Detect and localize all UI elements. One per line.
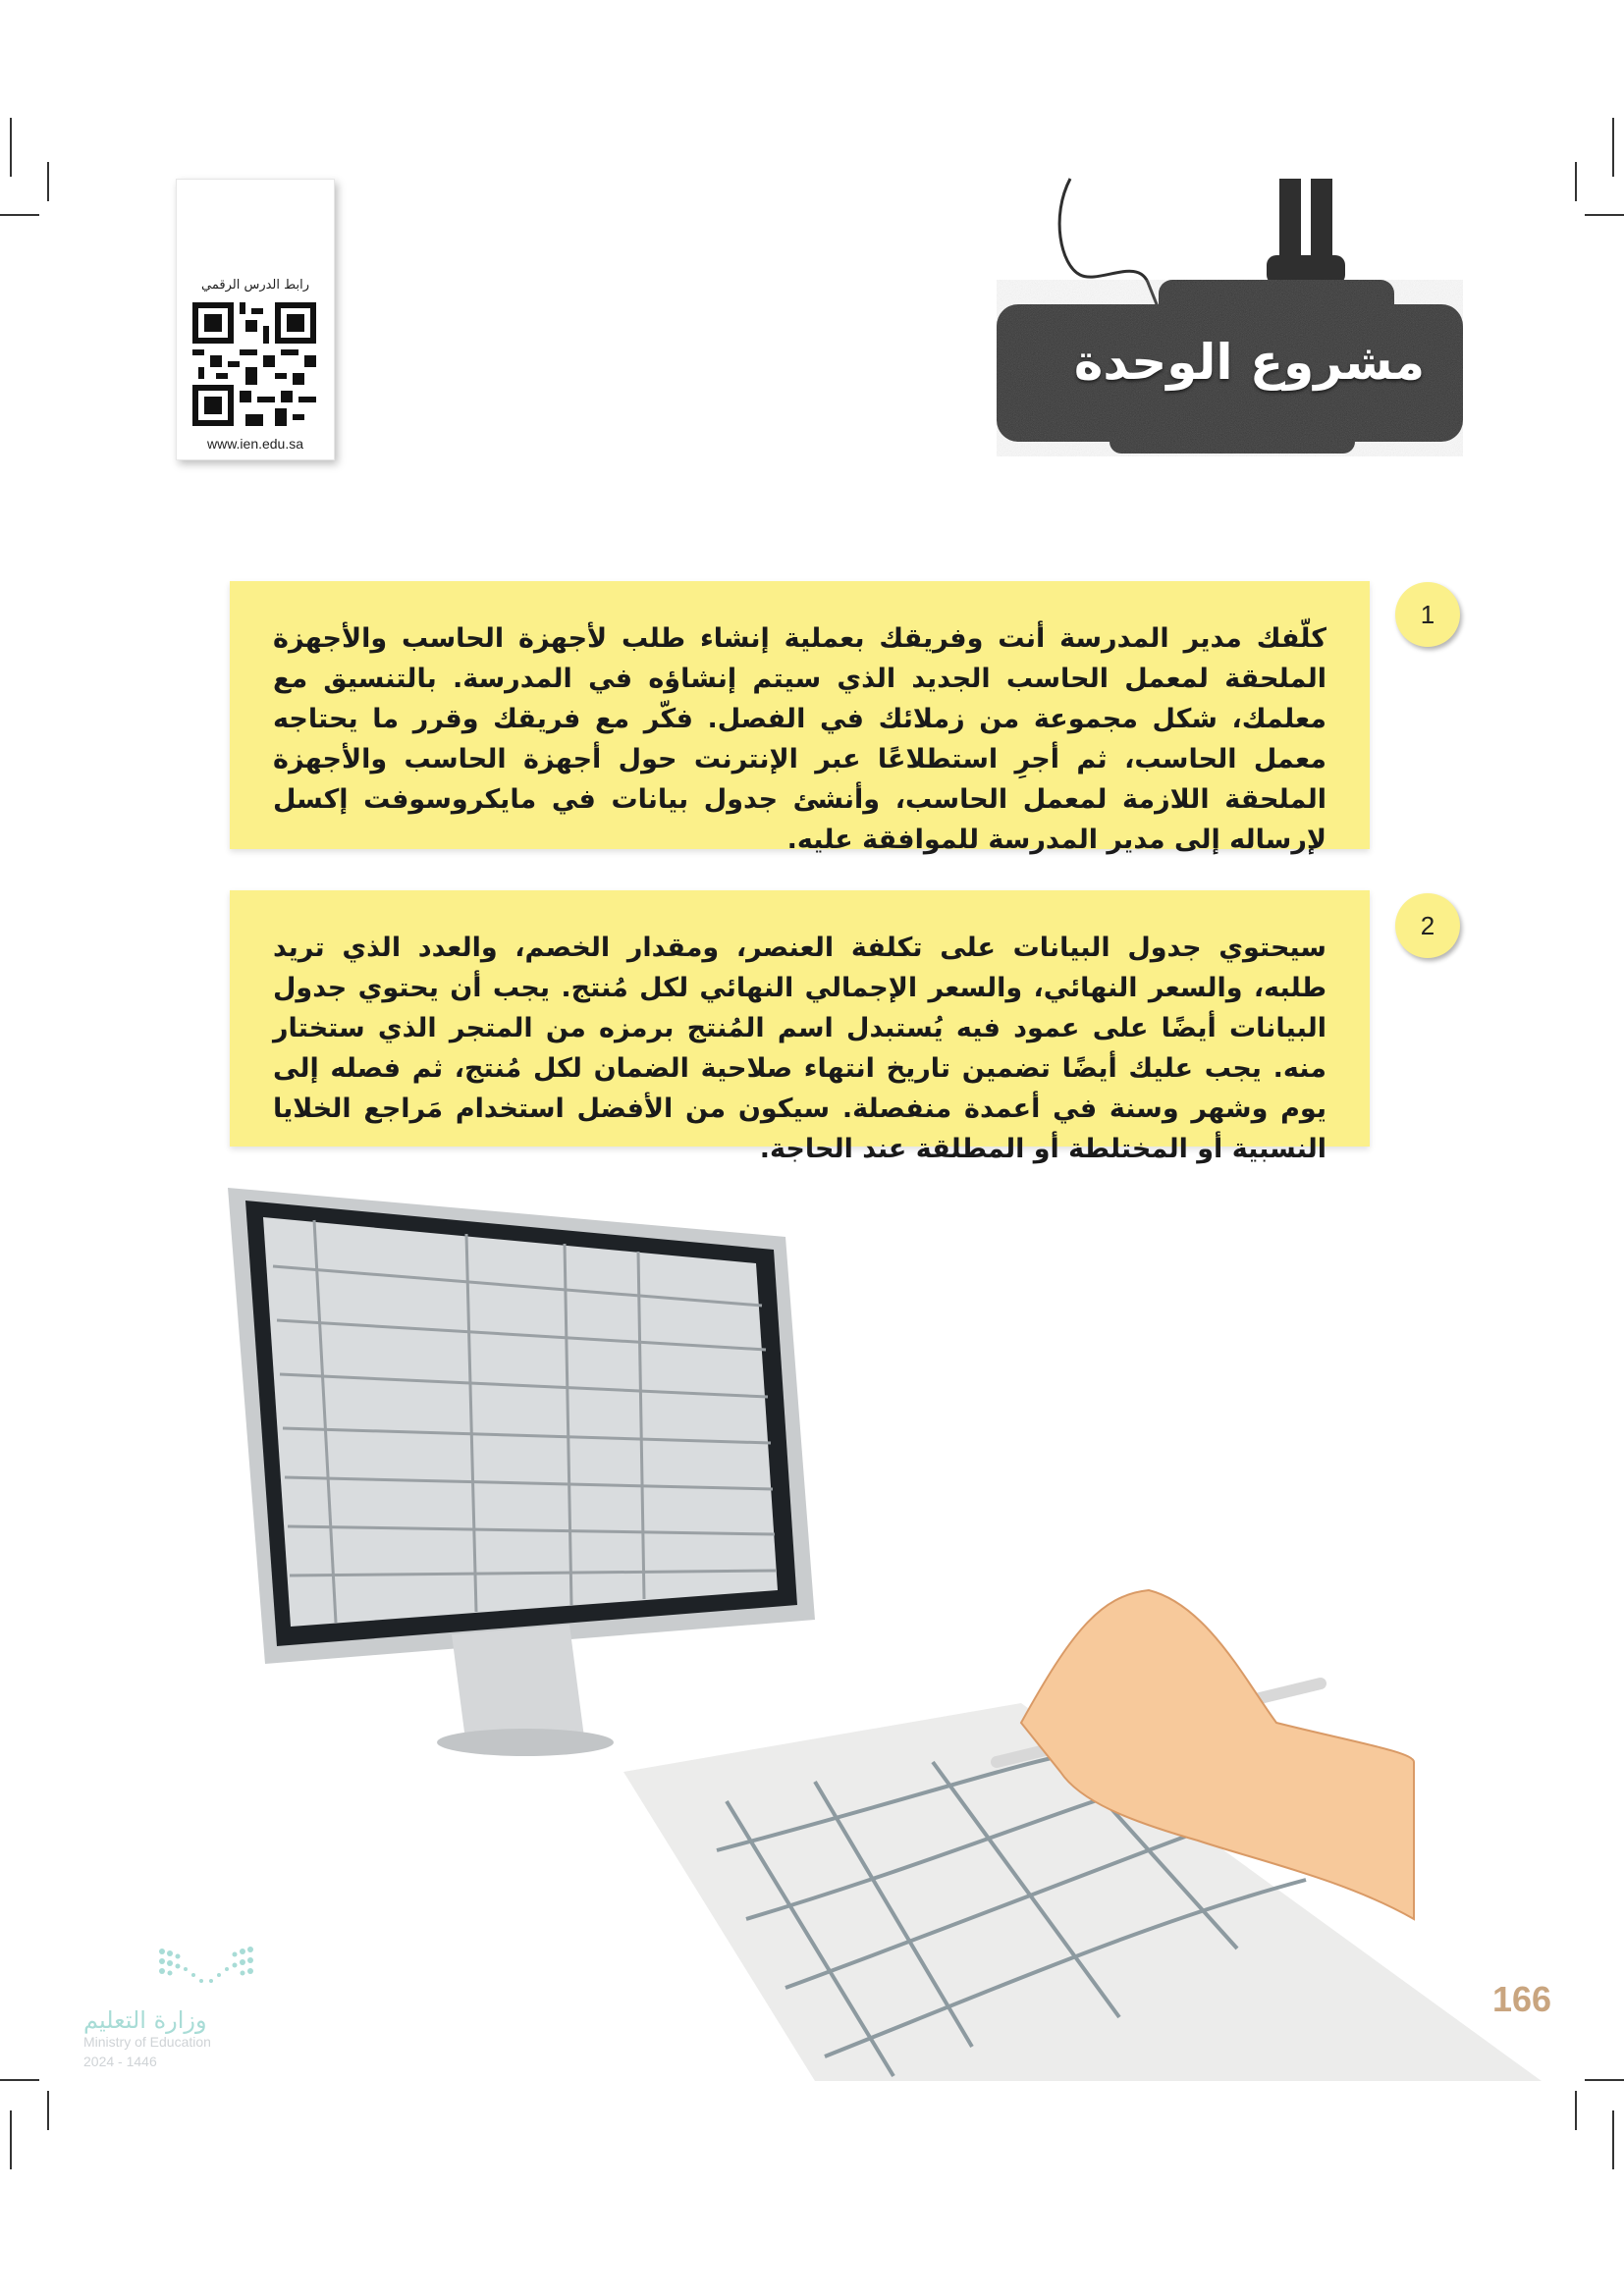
crop-mark [47, 2091, 49, 2130]
unit-project-banner [992, 177, 1468, 461]
ministry-logo [83, 1944, 299, 2076]
qr-card[interactable] [176, 179, 335, 460]
qr-label: رابط الدرس الرقمي [201, 278, 309, 293]
crop-mark [47, 162, 49, 201]
crop-mark [1575, 2091, 1577, 2130]
crop-mark [0, 2079, 39, 2081]
illustration [216, 1173, 1571, 2091]
ministry-dots-icon [152, 1944, 260, 1993]
ministry-name-ar: وزارة التعليم [83, 2006, 207, 2034]
task-number-badge: 1 [1395, 582, 1460, 647]
crop-mark [10, 2110, 12, 2169]
crop-mark [1575, 162, 1577, 201]
task-text: سيحتوي جدول البيانات على تكلفة العنصر، ومقدار الخصم، والعدد الذي تريد طلبه، والسعر النهائي، والسعر الإجمالي النهائي لكل مُنتج. يجب أن يحتوي جدول البيانات أيضًا على عمود فيه يُستبدل اسم المُنتج برمزه من المتجر الذي ستختار منه. يجب عليك أيضًا تضمين تاريخ انتهاء صلاحية الضمان لكل مُنتج، ثم فصله إلى يوم وشهر وسنة في أعمدة منفصلة. سيكون من الأفضل استخدام مَراجع الخلايا النسبية أو المختلطة أو المطلقة عند الحاجة. [273, 933, 1326, 1164]
task-number-badge: 2 [1395, 893, 1460, 958]
task-text: كلّفك مدير المدرسة أنت وفريقك بعملية إنشاء طلب لأجهزة الحاسب والأجهزة الملحقة لمعمل الحاسب الجديد الذي سيتم إنشاؤه في المدرسة. بالتنسيق مع معلمك، شكل مجموعة من زملائك في الفصل. فكّر مع فريقك وقرر ما يحتاجه معمل الحاسب، ثم أجرِ استطلاعًا عبر الإنترنت حول أجهزة الحاسب والأجهزة الملحقة اللازمة لمعمل الحاسب، وأنشئ جدول بيانات في مايكروسوفت إكسل لإرساله إلى مدير المدرسة للموافقة عليه. [273, 623, 1326, 855]
ministry-name-en: Ministry of Education [83, 2034, 211, 2050]
task-box-1 [230, 581, 1370, 855]
crop-mark [0, 214, 39, 216]
crop-mark [1585, 2079, 1624, 2081]
task-box-2 [230, 890, 1370, 1164]
qr-code-icon[interactable] [192, 302, 316, 426]
ministry-year: 2024 - 1446 [83, 2054, 157, 2069]
monitor [228, 1188, 815, 1756]
banner-title: مشروع الوحدة [1073, 334, 1426, 391]
crop-mark [1612, 2110, 1614, 2169]
crop-mark [1612, 118, 1614, 177]
qr-url[interactable]: www.ien.edu.sa [206, 436, 304, 452]
crop-mark [1585, 214, 1624, 216]
page-number: 166 [1492, 1979, 1552, 2019]
crop-mark [10, 118, 12, 177]
banner-shape [992, 177, 1468, 461]
